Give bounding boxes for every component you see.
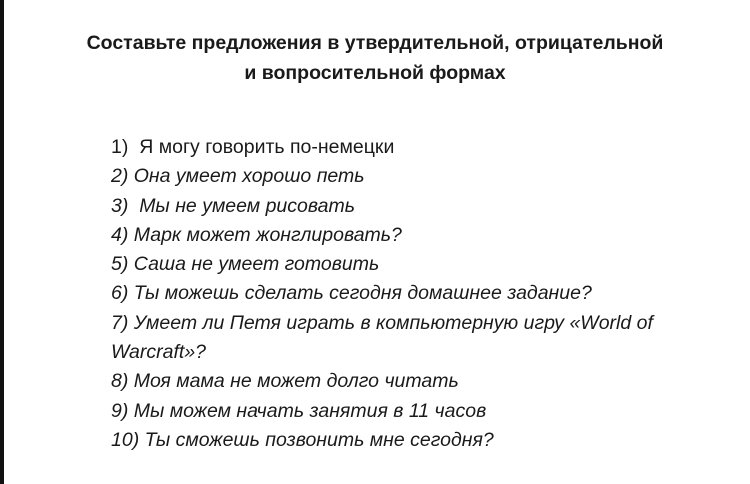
item-number: 6) — [111, 282, 129, 305]
list-item — [111, 162, 711, 191]
task-heading — [0, 28, 750, 88]
item-number: 3) — [111, 194, 129, 217]
item-number: 4) — [111, 223, 129, 246]
item-number: 5) — [111, 253, 129, 276]
list-item — [111, 192, 711, 221]
item-text: Умеет ли Петя играть в компьютерную игру «World of Warcraft»? — [111, 311, 653, 364]
item-text: Я могу говорить по-немецки — [139, 136, 395, 158]
item-text: Мы можем начать занятия в 11 часов — [133, 399, 487, 422]
item-text: Ты можешь сделать сегодня домашнее задание? — [133, 282, 592, 305]
item-text: Ты сможешь позвонить мне сегодня? — [144, 428, 494, 451]
item-text: Моя мама не может долго читать — [133, 370, 459, 393]
list-item — [111, 397, 711, 426]
item-number: 8) — [111, 370, 129, 393]
list-item — [111, 309, 711, 368]
heading-line-1: Составьте предложения в утвердительной, отрицательной — [86, 32, 664, 54]
item-text: Марк может жонглировать? — [133, 223, 402, 246]
list-item — [111, 426, 711, 455]
item-number: 10) — [111, 428, 140, 451]
item-text: Саша не умеет готовить — [133, 253, 380, 276]
item-number: 7) — [111, 311, 129, 334]
item-text: Мы не умеем рисовать — [139, 194, 355, 217]
item-number: 1) — [111, 136, 129, 158]
list-item — [111, 367, 711, 396]
sentence-list — [111, 133, 711, 455]
item-number: 2) — [111, 165, 129, 188]
list-item — [111, 133, 711, 162]
list-item — [111, 250, 711, 279]
list-item — [111, 221, 711, 250]
item-number: 9) — [111, 399, 129, 422]
list-item — [111, 279, 711, 308]
item-text: Она умеет хорошо петь — [133, 165, 365, 188]
heading-line-2: и вопросительной формах — [244, 62, 506, 84]
